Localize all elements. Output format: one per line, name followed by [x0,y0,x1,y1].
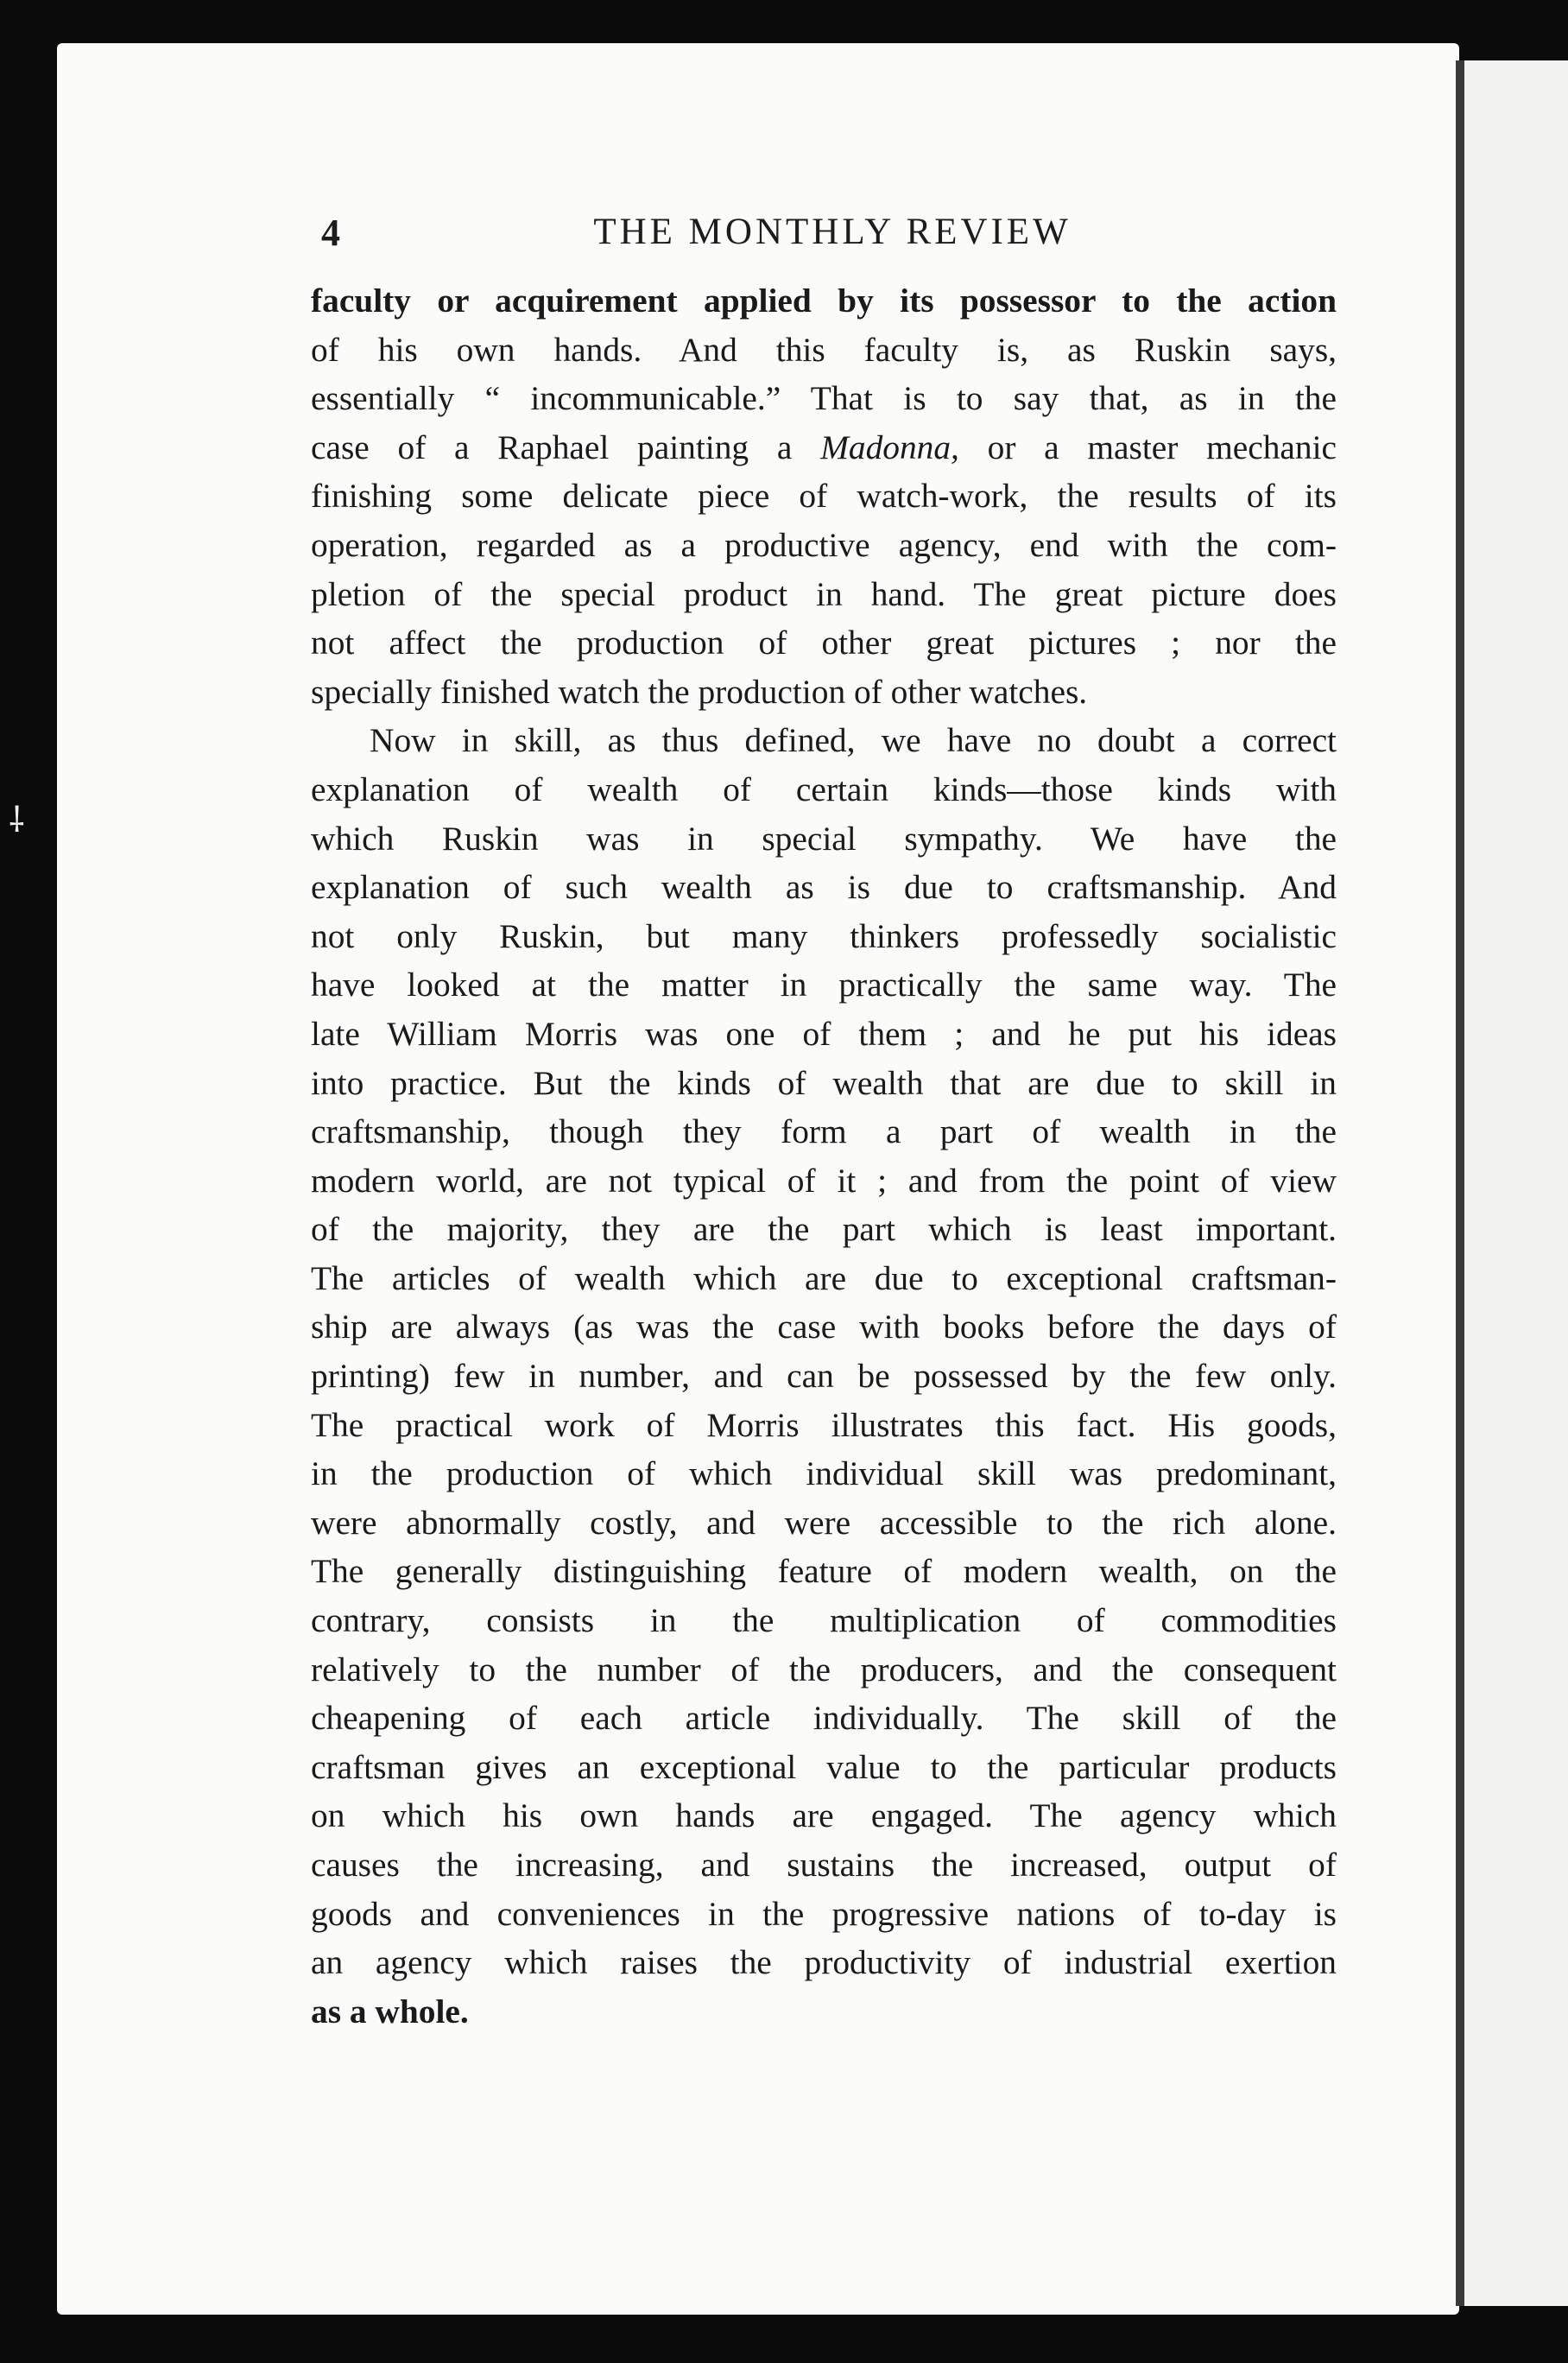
text-line: essentially “ incommunicable.” That is to say that, as in the [311,379,1337,418]
text-line: cheapening of each article individually. The skill of the [311,1699,1337,1738]
body-text [311,276,1337,2036]
text-line: of the majority, they are the part which is least important. [311,1210,1337,1249]
text-line: not affect the production of other great pictures ; nor the [311,624,1337,662]
text-line: explanation of wealth of certain kinds—those kinds with [311,770,1337,808]
running-title: THE MONTHLY REVIEW [593,212,1072,252]
text-line: an agency which raises the productivity of industrial exertion [311,1943,1337,1982]
text-line: The articles of wealth which are due to exceptional craftsman- [311,1258,1337,1297]
text-line-with-italic [311,423,1337,472]
text-line: were abnormally costly, and were accessible to the rich alone. [311,1503,1337,1542]
text-line: craftsmanship, though they form a part of wealth in the [311,1112,1337,1151]
text-line: explanation of such wealth as is due to craftsmanship. And [311,868,1337,907]
text-line: on which his own hands are engaged. The agency which [311,1796,1337,1835]
text-segment: or a master mechanic [987,428,1337,466]
text-line: finishing some delicate piece of watch-work, the results of its [311,477,1337,516]
text-line: operation, regarded as a productive agency, end with the com- [311,525,1337,564]
italic-title: Madonna, [820,428,959,466]
text-line: not only Ruskin, but many thinkers professedly socialistic [311,916,1337,955]
text-line: pletion of the special product in hand. The great picture does [311,574,1337,613]
text-line: relatively to the number of the producers, and the consequent [311,1650,1337,1688]
adjacent-page-edge [1456,60,1568,2306]
text-line: goods and conveniences in the progressive nations of to-day is [311,1894,1337,1933]
text-line: ship are always (as was the case with books before the days of [311,1308,1337,1346]
page-number: 4 [321,212,340,254]
text-line: of his own hands. And this faculty is, as Ruskin says, [311,330,1337,369]
text-line: in the production of which individual skill was predominant, [311,1454,1337,1493]
margin-mark-icon: ⸸ [9,801,25,840]
text-line: causes the increasing, and sustains the increased, output of [311,1846,1337,1884]
text-line: contrary, consists in the multiplication of commodities [311,1601,1337,1640]
text-line: specially finished watch the production of other watches. [311,672,1088,711]
text-line: The generally distinguishing feature of modern wealth, on the [311,1552,1337,1591]
text-line: into practice. But the kinds of wealth that are due to skill in [311,1063,1337,1102]
text-line: modern world, are not typical of it ; and from the point of view [311,1161,1337,1200]
text-segment: case of a Raphael painting a [311,428,793,466]
text-line: as a whole. [311,1992,469,2030]
text-line: Now in skill, as thus defined, we have no doubt a correct [370,721,1337,760]
text-line: faculty or acquirement applied by its possessor to the action [311,282,1337,320]
running-header [321,211,1309,271]
text-line: craftsman gives an exceptional value to the particular products [311,1747,1337,1786]
text-line: printing) few in number, and can be possessed by the few only. [311,1357,1337,1396]
text-line: The practical work of Morris illustrates this fact. His goods, [311,1405,1337,1444]
text-line: late William Morris was one of them ; and he put his ideas [311,1014,1337,1053]
text-line: which Ruskin was in special sympathy. We have the [311,819,1337,858]
text-line: have looked at the matter in practically the same way. The [311,966,1337,1004]
